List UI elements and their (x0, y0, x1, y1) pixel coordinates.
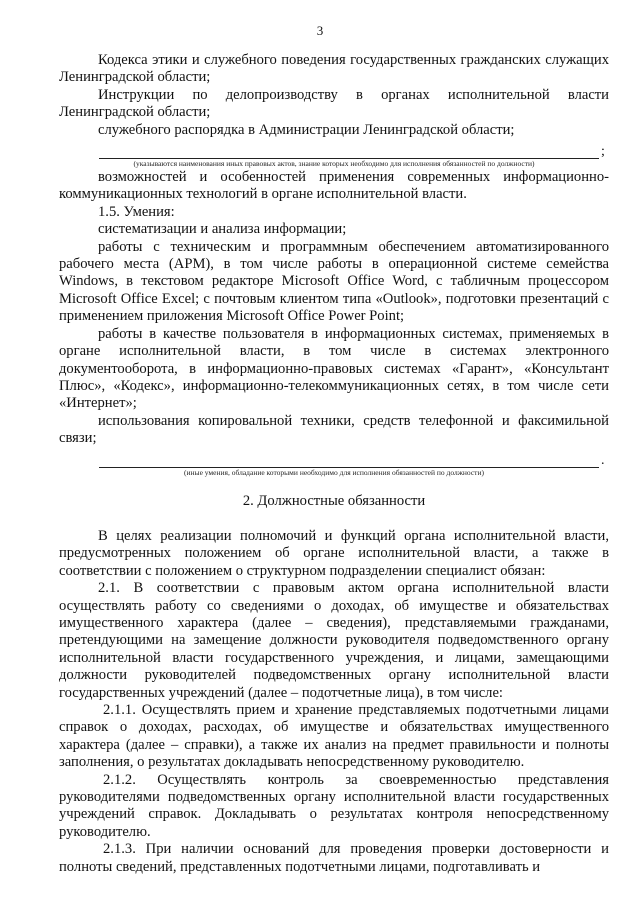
paragraph-duties-intro: В целях реализации полномочий и функций органа исполнительной власти, предусмотренных положением об органе исполнительной власти, а также в соответствии с положением о структурном подразделении специалист обязан: (59, 527, 609, 579)
paragraph-office-equipment: использования копировальной техники, средств телефонной и факсимильной связи; (59, 412, 609, 447)
paragraph-records-instruction: Инструкции по делопроизводству в органах исполнительной власти Ленинградской области; (59, 86, 609, 121)
section-skills-title: 1.5. Умения: (98, 203, 175, 220)
paragraph-information-systems: работы в качестве пользователя в информационных системах, применяемых в органе исполнительной власти, в том числе в системах электронного документооборота, в информационно-правовых системах «Гарант», «Консультант Плюс», «Кодекс», информационно-телекоммуникационных сетях, в том числе сети «Интернет»; (59, 325, 609, 412)
paragraph-service-routine: служебного распорядка в Администрации Ленинградской области; (98, 121, 515, 138)
paragraph-ict-knowledge: возможностей и особенностей применения современных информационно-коммуникационных технологий в органе исполнительной власти. (59, 169, 609, 203)
paragraph-2-1: 2.1. В соответствии с правовым актом органа исполнительной власти осуществлять работу со сведениями о доходах, об имуществе и обязательствах имущественного характера (далее – сведения), представляемыми гражданами, претендующими на замещение должности руководителя подведомственного органу исполнительной власти государственного учреждения, и лицами, замещающими должности руководителей подведомственных органу исполнительной власти государственных учреждений (далее – подотчетные лица), в том числе: (59, 580, 609, 701)
paragraph-2-1-2: 2.1.2. Осуществлять контроль за своевременностью представления руководителями подведомственных органу исполнительной власти государственных учреждений справок. Докладывать о результатах контроля непосредственному руководителю. (59, 771, 609, 840)
blank-line-acts (59, 141, 609, 159)
section-heading-duties: 2. Должностные обязанности (242, 492, 426, 509)
document-body (59, 52, 609, 876)
blank-line-end-mark: . (601, 452, 605, 468)
footnote-other-acts: (указываются наименования иных правовых актов, знание которых необходимо для исполнения обязанностей по должности) (133, 159, 535, 169)
blank-underline (99, 456, 599, 468)
blank-underline (99, 147, 599, 159)
paragraph-workstation-skills: работы с техническим и программным обеспечением автоматизированного рабочего места (АРМ), в том числе работы в операционной системе семейства Windows, в текстовом редакторе Microsoft Office Word, с табличным процессором Microsoft Office Excel; с почтовым клиентом типа «Outlook», подготовки презентаций с применением приложения Microsoft Office Power Point; (59, 238, 609, 325)
blank-line-skills (59, 450, 609, 468)
paragraph-2-1-1: 2.1.1. Осуществлять прием и хранение представляемых подотчетными лицами справок о доходах, расходах, об имуществе и обязательствах имущественного характера (далее – справки), а также их анализ на предмет правильности и полноты заполнения, о результатах докладывать непосредственному руководителю. (59, 702, 609, 771)
paragraph-ethics-code: Кодекса этики и служебного поведения государственных гражданских служащих Ленинградской области; (59, 52, 609, 86)
page-number: 3 (316, 23, 324, 38)
blank-line-end-mark: ; (601, 144, 605, 160)
paragraph-2-1-3: 2.1.3. При наличии оснований для проведения проверки достоверности и полноты сведений, представленных подотчетными лицами, подготавливать и (59, 841, 609, 875)
footnote-other-skills: (иные умения, обладание которыми необходимо для исполнения обязанностей по должности) (184, 467, 484, 477)
paragraph-systematization: систематизации и анализа информации; (98, 221, 347, 238)
